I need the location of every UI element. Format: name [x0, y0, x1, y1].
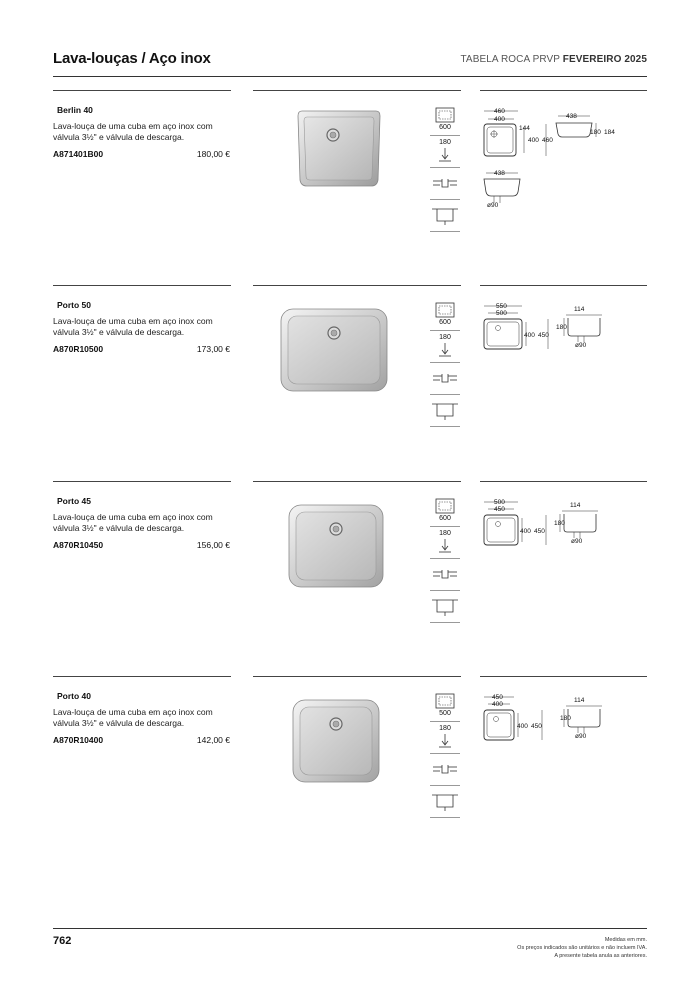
flush-mount-icon [430, 363, 460, 394]
cabinet-size-value: 600 [439, 515, 451, 522]
bowl-depth-spec [430, 527, 460, 559]
sink-image [279, 307, 389, 393]
product-name: Porto 50 [57, 300, 92, 310]
cabinet-size-value: 500 [439, 710, 451, 717]
dim-height-inner: 400 [520, 528, 531, 535]
product-reference: A870R10500 [53, 344, 104, 354]
dimension-drawing [478, 299, 650, 379]
dim-width-inner: 500 [496, 310, 507, 317]
dim-drain-diameter: ø90 [487, 202, 499, 209]
dim-height-outer: 450 [534, 528, 545, 535]
undermount-spec [430, 786, 460, 818]
dim-height-inner: 400 [517, 723, 528, 730]
undermount-icon [430, 591, 460, 622]
bowl-depth-value: 180 [439, 725, 451, 732]
product-section-berlin-40 [0, 90, 700, 285]
dim-side-width: 438 [566, 113, 577, 120]
spec-icons [430, 495, 460, 623]
dim-height-outer: 460 [542, 137, 553, 144]
sink-image [287, 503, 385, 589]
footer-divider [53, 928, 647, 929]
dim-width-inner: 400 [492, 701, 503, 708]
depth-arrow-icon [430, 136, 460, 167]
product-name: Porto 40 [57, 691, 92, 701]
footer-note-validity: A presente tabela anula as anteriores. [554, 953, 647, 959]
dim-height-outer: 450 [538, 332, 549, 339]
bowl-depth-value: 180 [439, 530, 451, 537]
section-divider [53, 481, 231, 482]
product-name: Berlin 40 [57, 105, 93, 115]
dim-side-depth: 180 [560, 715, 571, 722]
dim-side-depth-2: 184 [604, 129, 615, 136]
undermount-icon [430, 786, 460, 817]
installation-spec [430, 559, 460, 591]
dim-side-top: 114 [574, 306, 585, 313]
catalog-date: FEVEREIRO 2025 [562, 54, 647, 65]
cabinet-size-spec [430, 690, 460, 722]
flush-mount-icon [430, 754, 460, 785]
bowl-depth-spec [430, 136, 460, 168]
section-divider [53, 90, 231, 91]
dim-width-outer: 500 [494, 499, 505, 506]
undermount-icon [430, 395, 460, 426]
header-divider [53, 76, 647, 77]
dim-drain-diameter: ø90 [575, 733, 587, 740]
dim-drain-diameter: ø90 [571, 538, 583, 545]
product-description: Lava-louça de uma cuba em aço inox com válvula 3½" e válvula de descarga. [53, 316, 213, 337]
spec-icons [430, 690, 460, 818]
product-price: 180,00 € [196, 149, 230, 159]
cabinet-size-value: 600 [439, 319, 451, 326]
dim-height-inner: 400 [524, 332, 535, 339]
section-divider [253, 676, 461, 677]
dim-width-inner: 400 [494, 116, 505, 123]
section-divider [253, 481, 461, 482]
depth-arrow-icon [430, 527, 460, 558]
product-description: Lava-louça de uma cuba em aço inox com válvula 3½" e válvula de descarga. [53, 707, 213, 728]
dimension-drawing [478, 104, 650, 214]
undermount-spec [430, 200, 460, 232]
dim-side-depth: 180 [554, 520, 565, 527]
sink-image [291, 698, 381, 784]
cabinet-size-spec [430, 495, 460, 527]
dim-drain-offset: 144 [519, 125, 530, 132]
product-description: Lava-louça de uma cuba em aço inox com válvula 3½" e válvula de descarga. [53, 121, 213, 142]
cabinet-size-spec [430, 104, 460, 136]
dim-side-depth: 180 [556, 324, 567, 331]
installation-spec [430, 363, 460, 395]
depth-arrow-icon [430, 722, 460, 753]
flush-mount-icon [430, 168, 460, 199]
bowl-depth-value: 180 [439, 334, 451, 341]
bowl-depth-value: 180 [439, 139, 451, 146]
section-divider [480, 90, 647, 91]
product-price: 173,00 € [196, 344, 230, 354]
installation-spec [430, 754, 460, 786]
section-divider [480, 481, 647, 482]
dim-height-inner: 400 [528, 137, 539, 144]
dim-height-outer: 450 [531, 723, 542, 730]
product-section-porto-50 [0, 285, 700, 480]
product-name: Porto 45 [57, 496, 92, 506]
depth-arrow-icon [430, 331, 460, 362]
dim-width-outer: 450 [492, 694, 503, 701]
product-reference: A870R10400 [53, 735, 104, 745]
footer-note-prices: Os preços indicados são unitários e não incluem IVA. [517, 945, 647, 951]
product-price: 142,00 € [196, 735, 230, 745]
undermount-icon [430, 200, 460, 231]
bowl-depth-spec [430, 722, 460, 754]
dimension-drawing [478, 690, 650, 770]
section-divider [253, 285, 461, 286]
spec-icons [430, 104, 460, 232]
product-description: Lava-louça de uma cuba em aço inox com válvula 3½" e válvula de descarga. [53, 512, 213, 533]
product-reference: A871401B00 [53, 149, 104, 159]
catalog-prefix: TABELA ROCA PRVP [460, 54, 560, 65]
undermount-spec [430, 395, 460, 427]
section-divider [53, 676, 231, 677]
spec-icons [430, 299, 460, 427]
footer-note-units: Medidas em mm. [604, 937, 647, 943]
dim-side-depth: 180 [590, 129, 601, 136]
cabinet-size-value: 600 [439, 124, 451, 131]
dim-side-top: 114 [574, 697, 585, 704]
dim-side-top: 114 [570, 502, 581, 509]
installation-spec [430, 168, 460, 200]
page-number: 762 [53, 935, 72, 947]
section-divider [253, 90, 461, 91]
product-reference: A870R10450 [53, 540, 104, 550]
undermount-spec [430, 591, 460, 623]
catalog-label [460, 54, 647, 65]
dim-width-outer: 550 [496, 303, 507, 310]
product-section-porto-45 [0, 481, 700, 676]
product-section-porto-40 [0, 676, 700, 871]
dim-drain-diameter: ø90 [575, 342, 587, 349]
flush-mount-icon [430, 559, 460, 590]
section-divider [480, 676, 647, 677]
sink-image [296, 108, 382, 188]
dim-width-outer: 460 [494, 108, 505, 115]
dim-width-inner: 450 [494, 506, 505, 513]
bowl-depth-spec [430, 331, 460, 363]
cabinet-size-spec [430, 299, 460, 331]
product-price: 156,00 € [196, 540, 230, 550]
dim-bottom-width: 438 [494, 170, 505, 177]
section-divider [480, 285, 647, 286]
page-title: Lava-louças / Aço inox [53, 50, 211, 67]
dimension-drawing [478, 495, 650, 575]
section-divider [53, 285, 231, 286]
